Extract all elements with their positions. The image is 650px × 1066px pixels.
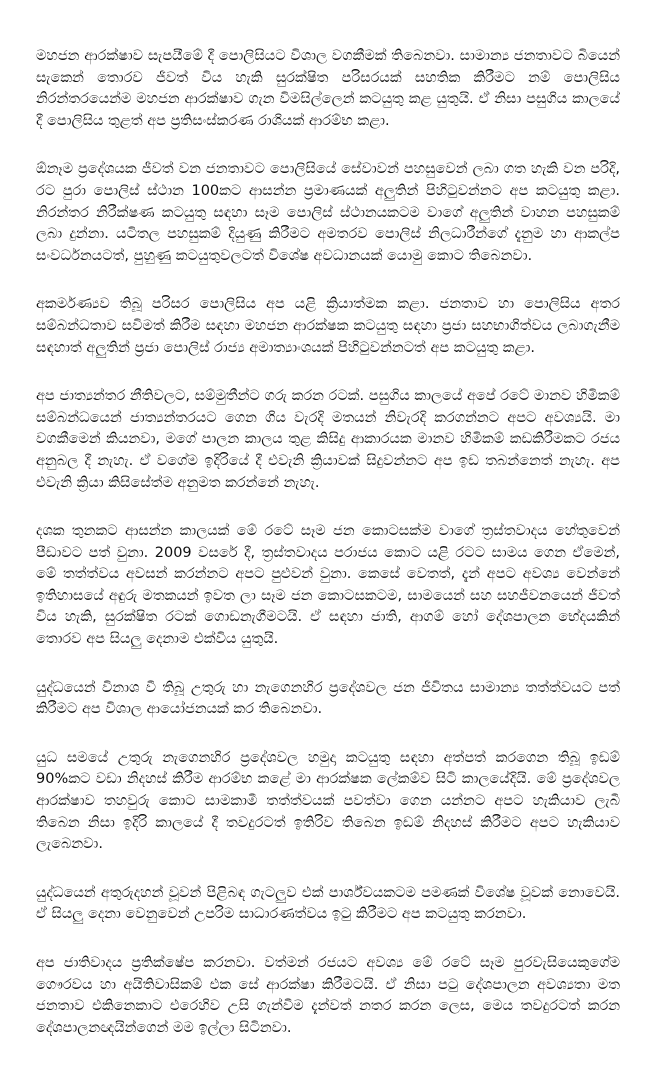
paragraph-terrorism: දශක තුනකට ආසන්න කාලයක් මේ රටේ සෑම ජන කොටසක්ම වාගේ ත්‍රස්තවාදය හේතුවෙන් පීඩාවට පත් වුනා. 2009 වසරේ දී, ත්‍රස්තවාදය පරාජය කොට යළි රටට සාමය ගෙන ඒමෙන්, මේ තත්ත්වය අවසන් කරන්නට අපට පුළුවන් වුනා. කෙසේ වෙතත්, දැන් අපට අවශ්‍ය වෙන්නේ ඉතිහාසයේ අඳුරු මතකයන් ඉවත ලා සෑම ජන කොටසකටම, සාමයෙන් සහ සහජීවනයෙන් ජීවත් විය හැකි, සුරක්ෂිත රටක් ගොඩනැගීමටයි. ඒ සඳහා ජාති, ආගම් හෝ දේශපාලන භේදයකින් තොරව අප සියලු දෙනාම එක්විය යුතුයි. bbox=[36, 523, 620, 648]
paragraph-police-stations: ඕනෑම ප්‍රදේශයක ජීවත් වන ජනතාවට පොලිසියේ සේවාවන් පහසුවෙන් ලබා ගත හැකි වන පරිදි, රට පුරා පොලිස් ස්ථාන 100කට ආසන්න ප්‍රමාණයක් අලුතින් පිහිටුවන්නට අප කටයුතු කළා. නිරන්තර නිරීක්ෂණ කටයුතු සඳහා සෑම පොලිස් ස්ථානයකටම වාගේ අලුතින් වාහන පහසුකම් ලබා දුන්නා. යටිතල පහසුකම් දියුණු කිරීමට අමතරව පොලිස් නිලධාරීන්ගේ දැනුම හා ආකල්ප සංවර්ධනයටත්, පුහුණු කටයුතුවලටත් විශේෂ අවධානයක් යොමු කොට තිබෙනවා. bbox=[36, 161, 620, 264]
paragraph-missing-persons: යුද්ධයෙන් අතුරුදහන් වූවන් පිළිබඳ ගැටලුව එක් පාර්ශ්වයකටම පමණක් විශේෂ වූවක් නොවෙයි. ඒ සියලු දෙනා වෙනුවෙන් උපරිම සාධාරණත්වය ඉටු කිරීමට අප කටයුතු කරනවා. bbox=[36, 884, 620, 923]
paragraph-public-security: මහජන ආරක්ෂාව සැපයීමේ දී පොලිසියට විශාල වගකීමක් තිබෙනවා. සාමාන්‍ය ජනතාවට බියෙන් සැකෙන් තොරව ජීවත් විය හැකි සුරක්ෂිත පරිසරයක් සහතික කිරීමට නම් පොලිසිය නිරන්තරයෙන්ම මහජන ආරක්ෂාව ගැන විමසිල්ලෙන් කටයුතු කළ යුතුයි. ඒ නිසා පසුගිය කාලයේ දී පොලිසිය තුළත් අප ප්‍රතිසංස්කරණ රාශියක් ආරම්භ කළා. bbox=[36, 48, 620, 129]
document-body bbox=[36, 46, 620, 1066]
paragraph-land-release: යුධ සමයේ උතුරු නැගෙනහිර ප්‍රදේශවල හමුදා කටයුතු සඳහා අත්පත් කරගෙන තිබූ ඉඩම් 90%කට වඩා නිදහස් කිරීම ආරම්භ කළේ මා ආරක්ෂක ලේකම්ව සිටි කාලයේදියි. මේ ප්‍රදේශවල ආරක්ෂාව තහවුරු කොට සාමකාමී තත්ත්වයක් පවත්වා ගෙන යන්නට අපට හැකියාව ලැබී තිබෙන නිසා ඉදිරි කාලයේ දී තවදුරටත් ඉතිරිව තිබෙන ඉඩම් නිදහස් කිරීමට අපට හැකියාව ලැබෙනවා. bbox=[36, 749, 620, 853]
paragraph-racism: අප ජාතිවාදය ප්‍රතික්ෂේප කරනවා. වත්මන් රජයට අවශ්‍ය මේ රටේ සෑම පුරවැසියෙකුගේම ගෞරවය හා අයිතිවාසිකම් එක සේ ආරක්ෂා කිරීමටයි. ඒ නිසා පටු දේශපාලන අවශ්‍යතා මත ජනතාව එකිනෙකාට එරෙහිව උසි ගැන්වීම දැන්වත් නතර කරන ලෙස, මෙය තවදුරටත් කරන දේශපාලනඥයින්ගෙන් මම ඉල්ලා සිටිනවා. bbox=[36, 955, 620, 1036]
paragraph-human-rights: අප ජාත්‍යන්තර නීතිවලට, සම්මුතීන්ට ගරු කරන රටක්. පසුගිය කාලයේ අපේ රටේ මානව හිමිකම් සම්බන්ධයෙන් ජාත්‍යන්තරයට ගෙන ගිය වැරදි මතයන් නිවැරදි කරගන්නට අපට අවශ්‍යයි. මා වගකීමෙන් කියනවා, මගේ පාලන කාලය තුළ කිසිදු ආකාරයක මානව හිමිකම් කඩකිරීමකට රජය අනුබල දී නැහැ. ඒ වගේම ඉදිරියේ දී එවැනි ක්‍රියාවක් සිදුවන්නට අප ඉඩ තබන්නෙත් නැහැ. අප එවැනි ක්‍රියා කිසිසේත්ම අනුමත කරන්නේ නැහැ. bbox=[36, 388, 620, 491]
paragraph-north-east-investment: යුද්ධයෙන් විනාශ වී තිබූ උතුරු හා නැගෙනහිර ප්‍රදේශවල ජන ජීවිතය සාමාන්‍ය තත්ත්වයට පත් කිරීමට අප විශාල ආයෝජනයක් කර තිබෙනවා. bbox=[36, 679, 620, 718]
paragraph-environment-police: අකර්මණ්‍යව තිබූ පරිසර පොලිසිය අප යළි ක්‍රියාත්මක කළා. ජනතාව හා පොලිසිය අතර සම්බන්ධතාව සවිමත් කිරීම සඳහා මහජන ආරක්ෂක කටයුතු සඳහා ප්‍රජා සහභාගිත්වය ලබාගැනීම සඳහාත් අලුතින් ප්‍රජා පොලිස් රාජ්‍ය අමාත්‍යාංශයක් පිහිටුවන්නටත් අප කටයුතු කළා. bbox=[36, 296, 620, 356]
